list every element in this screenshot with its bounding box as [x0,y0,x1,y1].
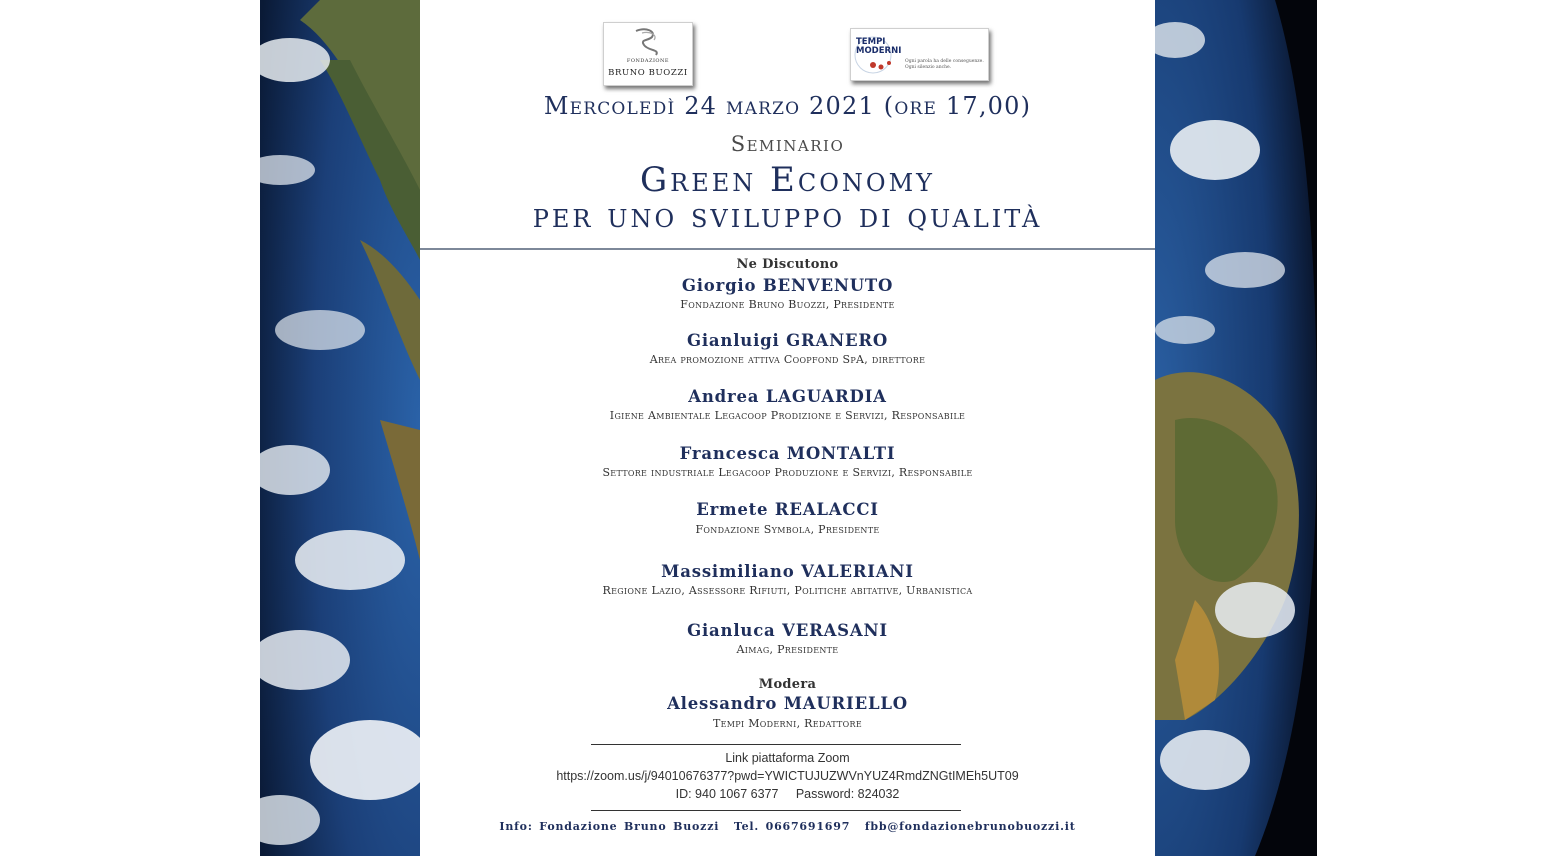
speaker-first-name: Gianluigi [686,331,780,350]
speaker-last-name: BENVENUTO [762,276,894,295]
flyer-content [420,0,1155,856]
globe-image-right [1155,0,1317,856]
tempi-line2: MODERNI [856,46,902,56]
moderator-last-name: MAURIELLO [783,694,908,713]
buozzi-logo-name: BRUNO BUOZZI [608,68,688,78]
discussants-label: Ne Discutono [736,257,839,272]
speaker-role: Settore industriale Legacoop Produzione e Servizi, Responsabile [602,466,973,479]
event-title-line1: Green Economy [639,160,936,200]
zoom-label: Link piattaforma Zoom [725,751,850,765]
zoom-divider-bottom [591,810,961,811]
speaker-first-name: Ermete [696,500,769,519]
speaker-name [420,276,1155,295]
speaker-role: Area promozione attiva Coopfond SpA, direttore [649,353,926,366]
speaker-name [420,331,1155,350]
speaker-role: Regione Lazio, Assessore Rifiuti, Politiche abitative, Urbanistica [602,584,973,597]
footer-phone: Tel. 0667691697 [733,820,851,833]
speaker-first-name: Gianluca [687,621,776,640]
zoom-link[interactable]: https://zoom.us/j/94010676377?pwd=YWICTUJUZWVnYUZ4RmdZNGtIMEh5UT09 [556,769,1019,783]
speaker-name [420,500,1155,519]
moderator-name [420,694,1155,713]
event-title-line2: per uno sviluppo di qualità [532,196,1043,236]
speaker-last-name: REALACCI [774,500,879,519]
speaker-last-name: VALERIANI [801,562,914,581]
speaker-last-name: GRANERO [786,331,889,350]
footer-email[interactable]: fbb@fondazionebrunobuozzi.it [864,820,1076,833]
speaker-name [420,387,1155,406]
moderator-first-name: Alessandro [667,694,778,713]
tempi-moderni-logo-text [856,38,901,56]
zoom-password: Password: 824032 [795,787,900,801]
event-type: Seminario [730,132,845,156]
speaker-name [420,621,1155,640]
speaker-first-name: Andrea [688,387,760,406]
speaker-last-name: MONTALTI [786,444,896,463]
speaker-role: Aimag, Presidente [736,643,839,656]
fondazione-buozzi-logo [603,22,693,86]
zoom-credentials [420,787,1155,801]
zoom-meeting-id: ID: 940 1067 6377 [675,787,779,801]
speaker-role: Igiene Ambientale Legacoop Prodizione e Servizi, Responsabile [609,409,966,422]
speaker-last-name: VERASANI [782,621,888,640]
speaker-name [420,562,1155,581]
speaker-last-name: LAGUARDIA [765,387,887,406]
speaker-role: Fondazione Symbola, Presidente [695,523,880,536]
speaker-first-name: Massimiliano [661,562,795,581]
tempi-line1: TEMPI [856,37,886,47]
speaker-name [420,444,1155,463]
title-divider [420,248,1155,250]
event-date: Mercoledì 24 marzo 2021 (ore 17,00) [543,92,1032,120]
speaker-first-name: Francesca [679,444,781,463]
moderator-label: Modera [758,677,817,692]
footer-info [420,820,1155,833]
footer-organization: Info: Fondazione Bruno Buozzi [499,820,720,833]
buozzi-logo-small-text: FONDAZIONE [626,58,670,64]
speaker-first-name: Giorgio [681,276,757,295]
tempi-moderni-tagline: Ogni parola ha delle conseguenze. Ogni silenzio anche. [905,59,984,70]
zoom-divider-top [591,744,961,745]
moderator-role: Tempi Moderni, Redattore [713,717,862,730]
globe-image-left [260,0,420,856]
speaker-role: Fondazione Bruno Buozzi, Presidente [680,298,895,311]
tempi-moderni-logo [850,28,989,81]
buozzi-emblem-icon [604,25,692,59]
